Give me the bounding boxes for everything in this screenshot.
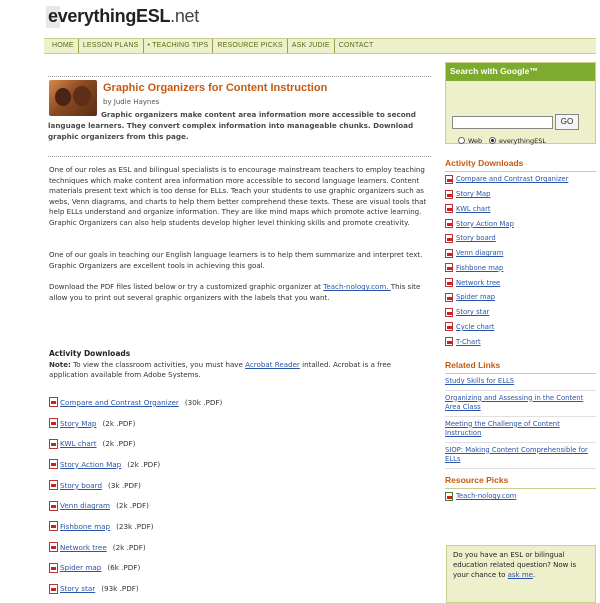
pdf-icon (445, 263, 453, 272)
download-item: KWL chart (2k .PDF) (49, 433, 432, 454)
search-go-button[interactable]: GO (555, 114, 579, 130)
sidebar (445, 62, 596, 501)
download-link[interactable]: Story star (60, 584, 96, 594)
nav-home[interactable]: HOME (48, 39, 79, 53)
ask-box: Do you have an ESL or bilingual education related question? Now is your chance to ask me. (446, 545, 596, 603)
pdf-icon (445, 204, 453, 213)
radio-web-label: Web (468, 137, 483, 145)
article-header (48, 76, 431, 141)
pdf-icon (445, 219, 453, 228)
related-link-item: SIOP: Making Content Comprehensible for ELLs (445, 443, 596, 469)
pdf-icon (445, 293, 453, 302)
pdf-icon (49, 501, 58, 511)
pdf-icon (49, 480, 58, 490)
main-nav (44, 38, 596, 54)
pdf-icon (445, 234, 453, 243)
download-link[interactable]: Story board (60, 480, 103, 490)
radio-site-label: everythingESL (499, 137, 546, 145)
related-links-heading: Related Links (445, 360, 596, 374)
nav-teaching-tips[interactable]: • TEACHING TIPS (144, 39, 214, 53)
download-link[interactable]: Network tree (60, 542, 107, 552)
related-link-item: Organizing and Assessing in the Content Area Class (445, 391, 596, 417)
download-item: Network tree (2k .PDF) (49, 537, 432, 558)
acrobat-reader-link[interactable]: Acrobat Reader (245, 359, 300, 369)
divider (48, 76, 431, 77)
pdf-icon (445, 190, 453, 199)
teach-nology-link[interactable]: Teach-nology.com. (323, 282, 391, 291)
pdf-icon (445, 278, 453, 287)
related-link-item: Study Skills for ELLS (445, 374, 596, 391)
download-link[interactable]: Spider map (60, 563, 102, 573)
nav-resource-picks[interactable]: RESOURCE PICKS (213, 39, 287, 53)
pdf-icon (445, 249, 453, 258)
sidebar-download-item: Story Action Map (445, 216, 596, 231)
radio-site[interactable] (489, 137, 496, 144)
search-heading: Search with Google™ (446, 63, 595, 81)
nav-lesson-plans[interactable]: LESSON PLANS (79, 39, 144, 53)
page-title: Graphic Organizers for Content Instruction (103, 82, 328, 94)
resource-icon (445, 492, 453, 501)
download-item: Story Action Map (2k .PDF) (49, 454, 432, 475)
download-item: Story Map (2k .PDF) (49, 413, 432, 434)
search-input[interactable] (452, 116, 553, 129)
download-item: Story star (93k .PDF) (49, 578, 432, 599)
sidebar-download-item: Network tree (445, 275, 596, 290)
paragraph-2: One of our goals in teaching our English language learners is to help them summarize and interpret text. Graphic Organizers are excellent tools in achieving this goal. (49, 250, 423, 270)
nav-ask-judie[interactable]: ASK JUDIE (288, 39, 335, 53)
pdf-icon (445, 337, 453, 346)
download-link[interactable]: Compare and Contrast Organizer (60, 397, 179, 407)
search-box (445, 62, 596, 144)
sidebar-download-item: Fishbone map (445, 261, 596, 276)
pdf-icon (49, 418, 58, 428)
pdf-icon (49, 521, 58, 531)
sidebar-download-item: Spider map (445, 290, 596, 305)
download-item: Venn diagram (2k .PDF) (49, 495, 432, 516)
download-item: Spider map (6k .PDF) (49, 558, 432, 579)
paragraph-3: Download the PDF files listed below or try a customized graphic organizer at Teach-nology.com. This site allow you to print out several graphic organizers with the labels that you want. (49, 282, 421, 302)
pdf-icon (49, 563, 58, 573)
sidebar-downloads-heading: Activity Downloads (445, 158, 596, 172)
download-item: Story board (3k .PDF) (49, 475, 432, 496)
download-link[interactable]: Venn diagram (60, 501, 111, 511)
downloads-section (49, 349, 432, 381)
sidebar-download-item: Venn diagram (445, 246, 596, 261)
pdf-icon (445, 322, 453, 331)
pdf-icon (49, 459, 58, 469)
nav-contact[interactable]: CONTACT (338, 42, 374, 49)
sidebar-download-item: Compare and Contrast Organizer (445, 172, 596, 187)
site-header (0, 0, 600, 38)
intro-text: Graphic organizers make content area information more accessible to second language learners. They convert complex information into manageable chunks. Download graphic organizers from this page. (48, 110, 416, 141)
paragraph-1: One of our roles as ESL and bilingual specialists is to encourage mainstream teachers to employ teaching techniques which make content area information more accessible to second language learners. Content materials present text which is too dense for ELLs. Teach your students to use graphic organizers such as webs, Venn diagrams, and charts to help them better comprehend these texts. These are visual tools that help ELLs understand and organize information. They are like mind maps which promote active learning. Graphic Organizers can also help students develop higher level thinking skills and promote creativity. (49, 165, 427, 227)
sidebar-downloads (445, 158, 596, 349)
download-link[interactable]: Story Action Map (60, 459, 122, 469)
download-list (49, 392, 432, 599)
sidebar-download-item: T-Chart (445, 334, 596, 349)
sidebar-download-item: KWL chart (445, 202, 596, 217)
download-item: Fishbone map (23k .PDF) (49, 516, 432, 537)
sidebar-download-item: Story board (445, 231, 596, 246)
pdf-icon (445, 175, 453, 184)
pdf-icon (445, 308, 453, 317)
radio-web[interactable] (458, 137, 465, 144)
note-text: Note: To view the classroom activities, you must have Acrobat Reader intalled. Acrobat is a free application available from Adobe Systems. (49, 359, 392, 380)
resource-picks-heading: Resource Picks (445, 475, 596, 489)
downloads-heading: Activity Downloads (49, 349, 131, 358)
pdf-icon (49, 397, 58, 407)
related-link-item: Meeting the Challenge of Content Instruction (445, 417, 596, 443)
sidebar-related (445, 360, 596, 469)
sidebar-download-item: Story Map (445, 187, 596, 202)
ask-me-link[interactable]: ask me (507, 571, 533, 579)
download-link[interactable]: KWL chart (60, 439, 97, 449)
pdf-icon (49, 439, 58, 449)
sidebar-download-item: Story star (445, 305, 596, 320)
download-item: Compare and Contrast Organizer (30k .PDF) (49, 392, 432, 413)
byline: by Judie Haynes (103, 98, 160, 106)
site-logo[interactable]: everythingESL.net (48, 6, 199, 26)
sidebar-resources (445, 475, 596, 504)
sidebar-download-item: Cycle chart (445, 320, 596, 335)
divider (48, 156, 431, 157)
resource-item: Teach-nology.com (445, 489, 596, 504)
download-link[interactable]: Fishbone map (60, 521, 111, 531)
pdf-icon (49, 584, 58, 594)
pdf-icon (49, 542, 58, 552)
download-link[interactable]: Story Map (60, 418, 97, 428)
author-photo (49, 80, 97, 116)
